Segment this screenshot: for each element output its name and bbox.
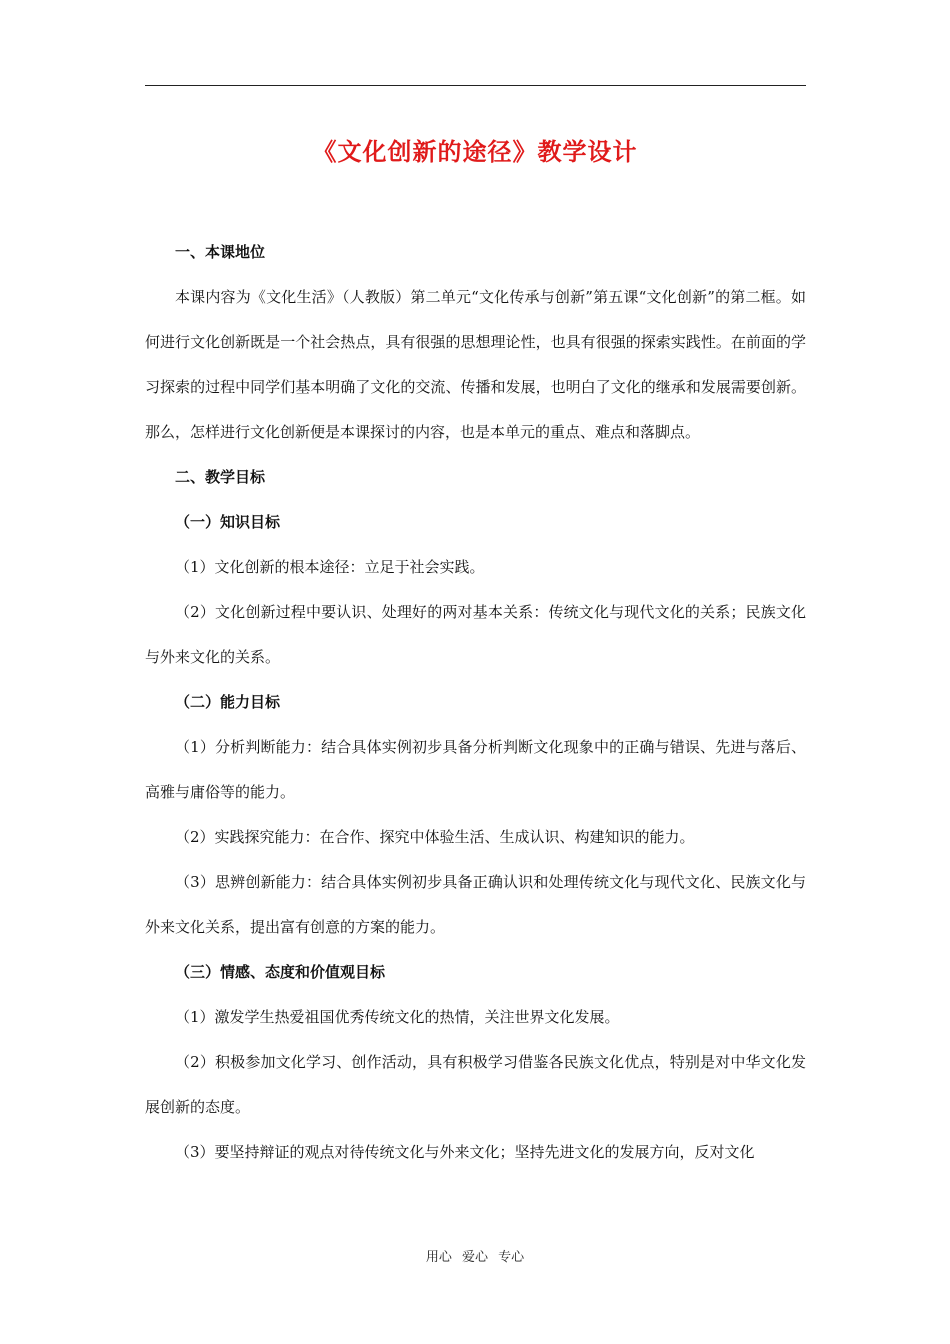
document-body [145,230,806,1175]
subsection-heading: （一）知识目标 [175,513,281,531]
page-footer: 用心 爱心 专心 [425,1250,525,1265]
paragraph: 本课内容为《文化生活》（人教版）第二单元“文化传承与创新”第五课“文化创新”的第二框。如何进行文化创新既是一个社会热点，具有很强的思想理论性，也具有很强的探索实践性。在前面的学习探索的过程中同学们基本明确了文化的交流、传播和发展，也明白了文化的继承和发展需要创新。那么，怎样进行文化创新便是本课探讨的内容，也是本单元的重点、难点和落脚点。 [145,288,806,441]
paragraph: （1）激发学生热爱祖国优秀传统文化的热情，关注世界文化发展。 [175,1008,620,1026]
subsection-heading: （三）情感、态度和价值观目标 [175,963,386,981]
section-heading: 一、本课地位 [175,243,266,261]
subsection-heading: （二）能力目标 [175,693,281,711]
paragraph: （2）文化创新过程中要认识、处理好的两对基本关系：传统文化与现代文化的关系；民族文化与外来文化的关系。 [145,603,806,666]
document-title: 《文化创新的途径》教学设计 [312,138,638,166]
paragraph: （2）实践探究能力：在合作、探究中体验生活、生成认识、构建知识的能力。 [175,828,695,846]
section-heading: 二、教学目标 [175,468,266,486]
paragraph: （3）要坚持辩证的观点对待传统文化与外来文化；坚持先进文化的发展方向，反对文化 [175,1143,755,1161]
paragraph: （1）文化创新的根本途径：立足于社会实践。 [175,558,485,576]
paragraph: （1）分析判断能力：结合具体实例初步具备分析判断文化现象中的正确与错误、先进与落后、高雅与庸俗等的能力。 [145,738,806,801]
paragraph: （2）积极参加文化学习、创作活动，具有积极学习借鉴各民族文化优点，特别是对中华文化发展创新的态度。 [145,1053,806,1116]
paragraph: （3）思辨创新能力：结合具体实例初步具备正确认识和处理传统文化与现代文化、民族文化与外来文化关系，提出富有创意的方案的能力。 [145,873,806,936]
header-rule [145,85,806,86]
